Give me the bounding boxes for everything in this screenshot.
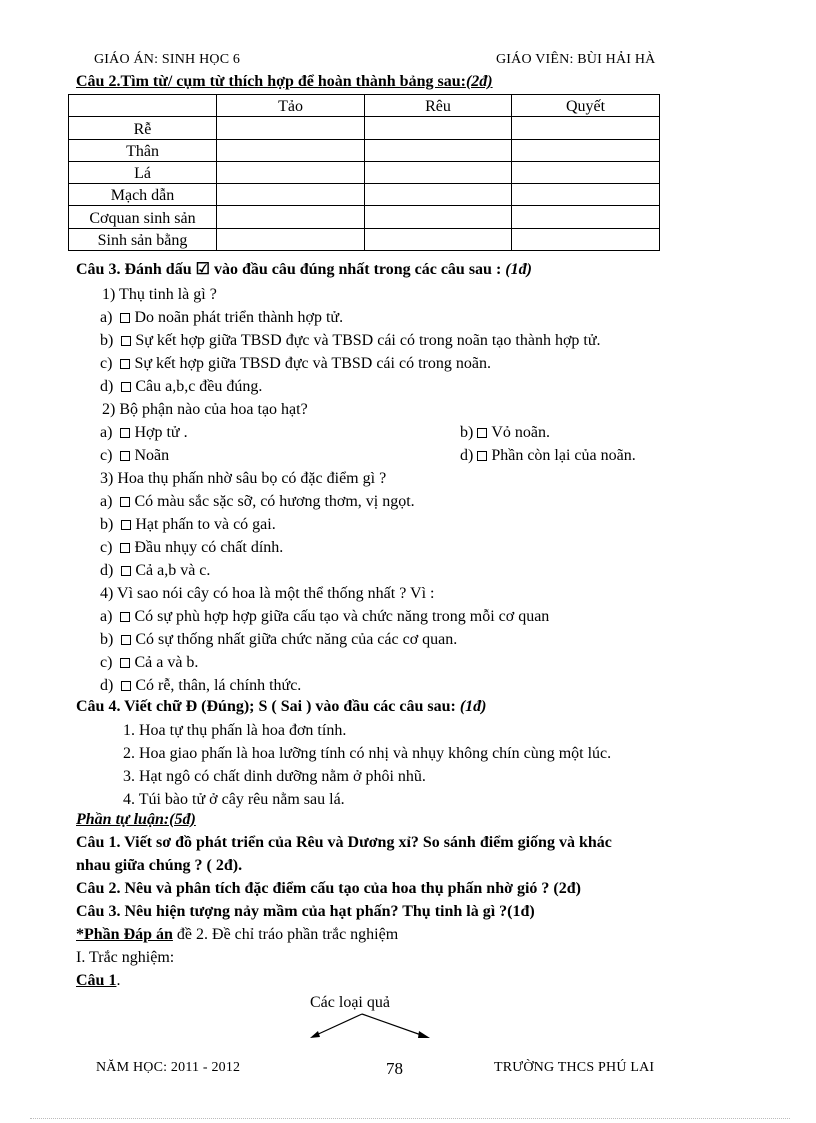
table-cell xyxy=(365,228,512,250)
q3-option: d) Có rễ, thân, lá chính thức. xyxy=(100,677,302,694)
page-number: 78 xyxy=(386,1059,403,1078)
q3-part1: 1) Thụ tinh là gì ? xyxy=(102,286,217,303)
table-cell xyxy=(217,161,365,183)
checkbox-icon[interactable] xyxy=(120,543,130,553)
answer-section: I. Trắc nghiệm: xyxy=(76,949,175,966)
checkbox-checked-icon: ☑ xyxy=(195,261,210,278)
arrow-left-line xyxy=(314,1014,362,1036)
table-cell xyxy=(217,117,365,139)
table-cell xyxy=(365,139,512,161)
q4-statement: 2. Hoa giao phấn là hoa lưỡng tính có nhị và nhụy không chín cùng một lúc. xyxy=(123,745,612,762)
q4-statement: 4. Túi bào tử ở cây rêu nằm sau lá. xyxy=(123,791,345,808)
table-row xyxy=(69,117,660,139)
table-cell xyxy=(365,117,512,139)
q3-option: c) Đầu nhụy có chất dính. xyxy=(100,539,284,556)
q3-part4: 4) Vì sao nói cây có hoa là một thể thống nhất ? Vì : xyxy=(100,585,435,602)
table-cell xyxy=(217,139,365,161)
checkbox-icon[interactable] xyxy=(121,635,131,645)
table-row xyxy=(69,206,660,228)
q4-statement: 1. Hoa tự thụ phấn là hoa đơn tính. xyxy=(123,722,347,739)
checkbox-icon[interactable] xyxy=(121,566,131,576)
table-header-cell xyxy=(69,95,217,117)
answer-heading: *Phần Đáp án đề 2. Đề chỉ tráo phần trắc nghiệm xyxy=(76,926,399,943)
checkbox-icon[interactable] xyxy=(120,359,130,369)
q3-option: a) Có sự phù hợp hợp giữa cấu tạo và chức năng trong mỗi cơ quan xyxy=(100,608,550,625)
table-cell xyxy=(512,117,660,139)
q3-option: a) Hợp tử . xyxy=(100,424,188,441)
checkbox-icon[interactable] xyxy=(120,451,130,461)
q3-option: b) Sự kết hợp giữa TBSD đực và TBSD cái có trong noãn tạo thành hợp tử. xyxy=(100,332,601,349)
checkbox-icon[interactable] xyxy=(120,497,130,507)
row-label: Cơquan sinh sản xyxy=(69,206,217,228)
q3-part3: 3) Hoa thụ phấn nhờ sâu bọ có đặc điểm gì ? xyxy=(100,470,387,487)
q3-option: a) Do noãn phát triển thành hợp tử. xyxy=(100,309,344,326)
essay-q2: Câu 2. Nêu và phân tích đặc điểm cấu tạo của hoa thụ phấn nhờ gió ? (2đ) xyxy=(76,880,581,897)
q4-statement: 3. Hạt ngô có chất dinh dưỡng nằm ở phôi nhũ. xyxy=(123,768,426,785)
table-cell xyxy=(217,206,365,228)
q3-option: c) Noãn xyxy=(100,447,170,464)
checkbox-icon[interactable] xyxy=(120,612,130,622)
essay-q1-line1: Câu 1. Viết sơ đồ phát triển của Rêu và Dương xỉ? So sánh điểm giống và khác xyxy=(76,834,612,851)
row-label: Thân xyxy=(69,139,217,161)
q3-option: a) Có màu sắc sặc sỡ, có hương thơm, vị ngọt. xyxy=(100,493,415,510)
essay-q3: Câu 3. Nêu hiện tượng nảy mầm của hạt phấn? Thụ tinh là gì ?(1đ) xyxy=(76,903,535,920)
table-cell xyxy=(365,161,512,183)
diagram-label: Các loại quả xyxy=(310,994,390,1011)
table-cell xyxy=(217,228,365,250)
table-cell xyxy=(512,206,660,228)
row-label: Sinh sản bằng xyxy=(69,228,217,250)
row-label: Lá xyxy=(69,161,217,183)
header-right: GIÁO VIÊN: BÙI HẢI HÀ xyxy=(496,52,656,67)
table-cell xyxy=(512,161,660,183)
q3-option: b) Vỏ noãn. xyxy=(460,424,550,441)
checkbox-icon[interactable] xyxy=(120,658,130,668)
checkbox-icon[interactable] xyxy=(477,428,487,438)
answer-cau1: Câu 1. xyxy=(76,972,121,989)
table-header-cell: Rêu xyxy=(365,95,512,117)
q3-title: Câu 3. Đánh dấu ☑ vào đầu câu đúng nhất trong các câu sau : (1đ) xyxy=(76,261,532,278)
row-label: Rễ xyxy=(69,117,217,139)
footer-right: TRƯỜNG THCS PHÚ LAI xyxy=(494,1060,655,1075)
q2-table xyxy=(68,94,660,251)
diagram-arrows xyxy=(300,1010,440,1050)
page-bottom-divider xyxy=(30,1118,790,1119)
header-left: GIÁO ÁN: SINH HỌC 6 xyxy=(94,52,241,67)
checkbox-icon[interactable] xyxy=(477,451,487,461)
table-row xyxy=(69,161,660,183)
q3-option: d) Phần còn lại của noãn. xyxy=(460,447,636,464)
table-header-cell: Tảo xyxy=(217,95,365,117)
checkbox-icon[interactable] xyxy=(120,428,130,438)
arrow-right-head xyxy=(418,1031,430,1038)
checkbox-icon[interactable] xyxy=(121,681,131,691)
table-header-row xyxy=(69,95,660,117)
table-cell xyxy=(512,184,660,206)
checkbox-icon[interactable] xyxy=(121,520,131,530)
essay-heading: Phần tự luận:(5đ) xyxy=(76,811,196,828)
checkbox-icon[interactable] xyxy=(121,382,131,392)
table-cell xyxy=(365,184,512,206)
checkbox-icon[interactable] xyxy=(121,336,131,346)
row-label: Mạch dẫn xyxy=(69,184,217,206)
table-cell xyxy=(217,184,365,206)
footer-left: NĂM HỌC: 2011 - 2012 xyxy=(96,1060,241,1075)
table-cell xyxy=(512,139,660,161)
table-row xyxy=(69,184,660,206)
table-header-cell: Quyết xyxy=(512,95,660,117)
q3-option: d) Câu a,b,c đều đúng. xyxy=(100,378,263,395)
q3-option: c) Sự kết hợp giữa TBSD đực và TBSD cái có trong noãn. xyxy=(100,355,491,372)
table-row xyxy=(69,139,660,161)
table-cell xyxy=(365,206,512,228)
q3-option: b) Hạt phấn to và có gai. xyxy=(100,516,276,533)
checkbox-icon[interactable] xyxy=(120,313,130,323)
q3-option: b) Có sự thống nhất giữa chức năng của các cơ quan. xyxy=(100,631,458,648)
q3-part2: 2) Bộ phận nào của hoa tạo hạt? xyxy=(102,401,308,418)
q2-title: Câu 2.Tìm từ/ cụm từ thích hợp để hoàn thành bảng sau:(2đ) xyxy=(76,73,493,90)
table-cell xyxy=(512,228,660,250)
arrow-right-line xyxy=(362,1014,424,1036)
arrow-left-head xyxy=(310,1031,320,1038)
essay-q1-line2: nhau giữa chúng ? ( 2đ). xyxy=(76,857,243,874)
table-row xyxy=(69,228,660,250)
q3-option: d) Cả a,b và c. xyxy=(100,562,211,579)
q4-title: Câu 4. Viết chữ Đ (Đúng); S ( Sai ) vào đầu các câu sau: (1đ) xyxy=(76,698,487,715)
q3-option: c) Cả a và b. xyxy=(100,654,199,671)
